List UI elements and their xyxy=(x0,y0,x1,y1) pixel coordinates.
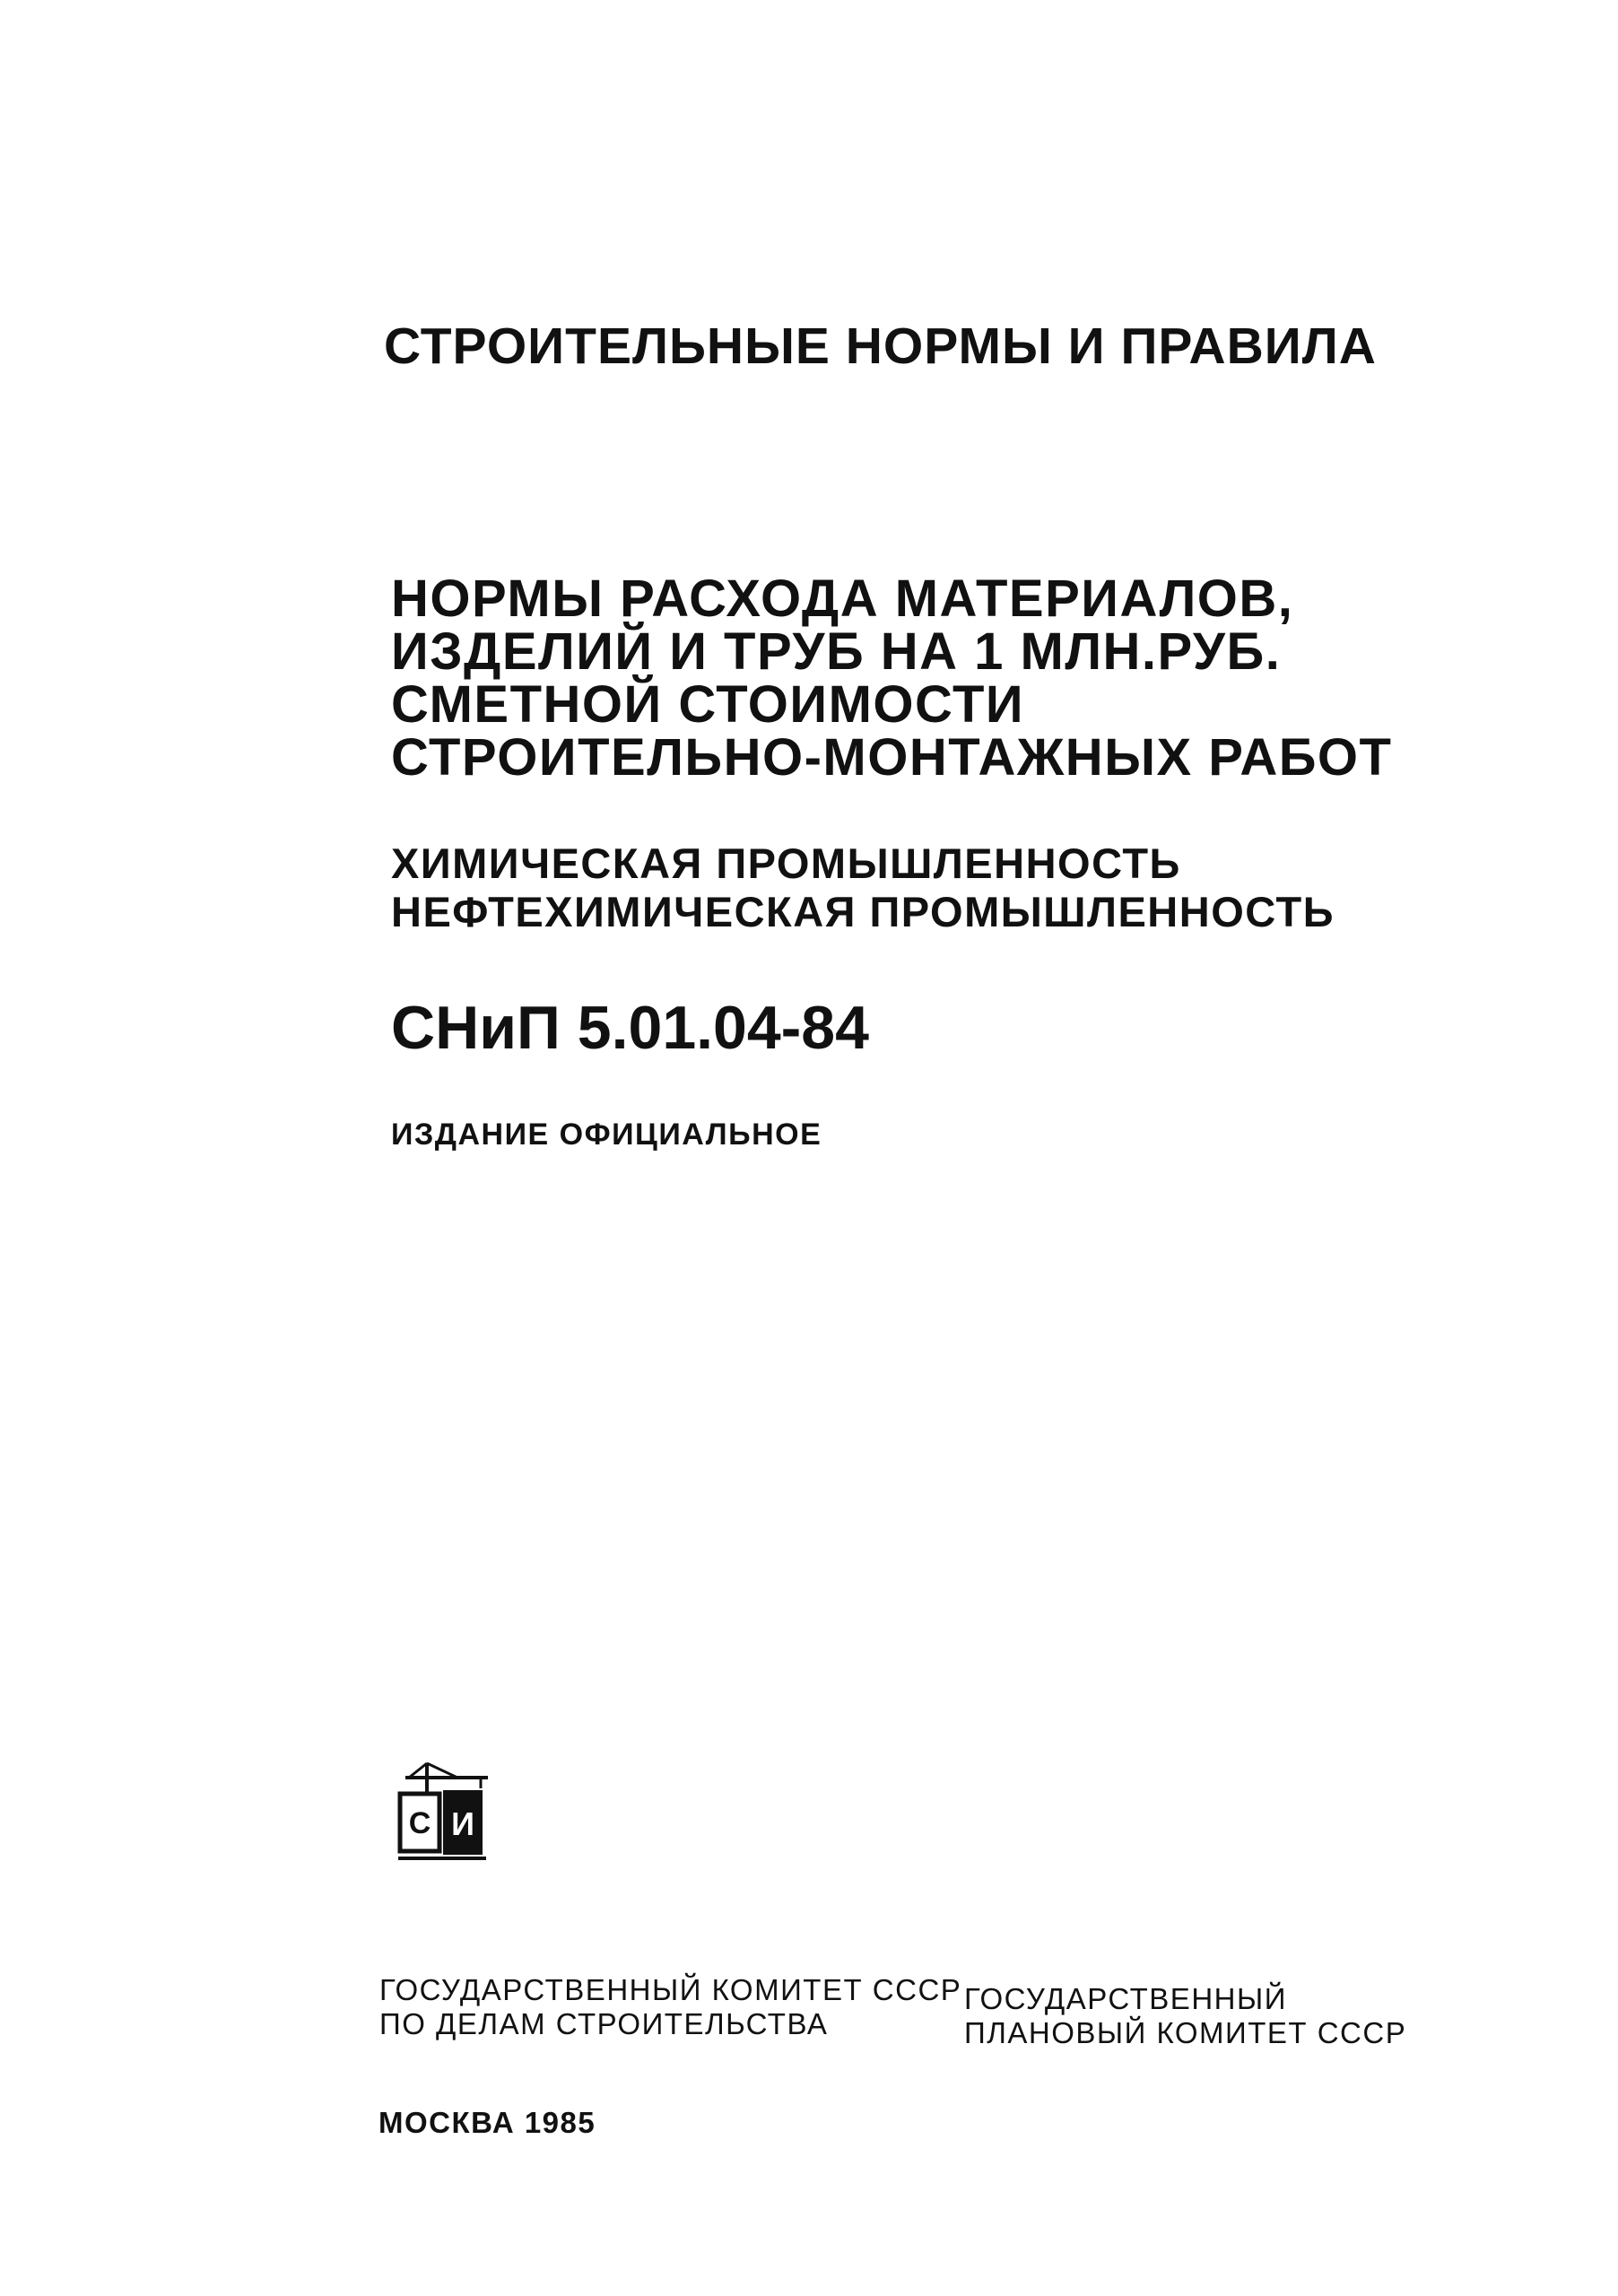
industry-subtitle xyxy=(391,839,1335,936)
document-code: СНиП 5.01.04-84 xyxy=(391,994,869,1062)
main-title-line: СТРОИТЕЛЬНО-МОНТАЖНЫХ РАБОТ xyxy=(391,728,1393,787)
main-title-line: ИЗДЕЛИЙ И ТРУБ НА 1 МЛН.РУБ. xyxy=(391,622,1282,682)
logo-letter-right: И xyxy=(451,1805,474,1842)
edition-label: ИЗДАНИЕ ОФИЦИАЛЬНОЕ xyxy=(391,1118,822,1152)
publisher-logo-icon xyxy=(395,1758,493,1866)
industry-line: ХИМИЧЕСКАЯ ПРОМЫШЛЕННОСТЬ xyxy=(391,839,1181,887)
org-right-line: ГОСУДАРСТВЕННЫЙ xyxy=(964,1982,1287,2015)
series-title: СТРОИТЕЛЬНЫЕ НОРМЫ И ПРАВИЛА xyxy=(384,317,1377,375)
main-title xyxy=(391,572,1392,785)
logo-letter-left: С xyxy=(408,1806,431,1840)
main-title-line: СМЕТНОЙ СТОИМОСТИ xyxy=(391,675,1025,735)
main-title-line: НОРМЫ РАСХОДА МАТЕРИАЛОВ, xyxy=(391,570,1294,628)
publisher-committee-left xyxy=(379,1973,961,2041)
industry-line: НЕФТЕХИМИЧЕСКАЯ ПРОМЫШЛЕННОСТЬ xyxy=(391,888,1335,936)
city-year: МОСКВА 1985 xyxy=(378,2106,596,2139)
publisher-logo-svg xyxy=(395,1758,493,1866)
org-right-line: ПЛАНОВЫЙ КОМИТЕТ СССР xyxy=(964,2015,1407,2049)
org-left-line: ПО ДЕЛАМ СТРОИТЕЛЬСТВА xyxy=(379,2006,829,2040)
publisher-committee-right xyxy=(964,1982,1406,2050)
org-left-line: ГОСУДАРСТВЕННЫЙ КОМИТЕТ СССР xyxy=(379,1973,962,2006)
